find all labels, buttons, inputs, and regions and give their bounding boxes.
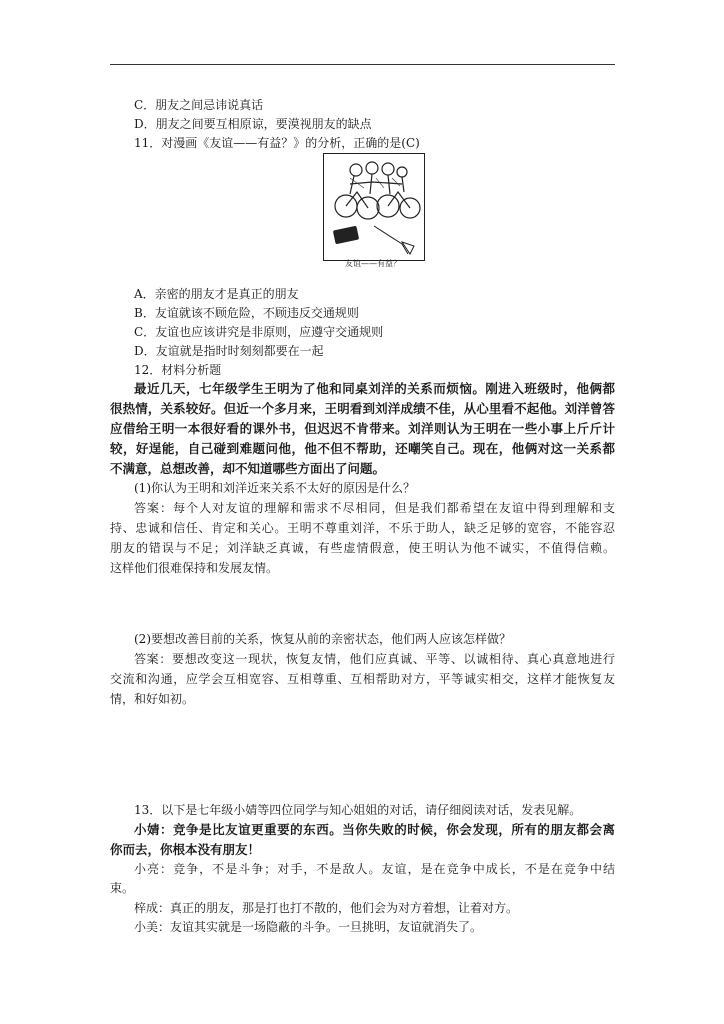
q12-sub2-answer: 答案：要想改变这一现状，恢复友情，他们应真诚、平等、以诚相待、真心真意地进行 (134, 652, 615, 666)
q12-stem: 12．材料分析题 (134, 363, 222, 377)
header-rule (110, 64, 615, 65)
q12-sub1-answer: 答案：每个人对友谊的理解和需求不尽相同，但是我们都希望在友谊中得到理解和支 (134, 501, 615, 515)
q12-sub1-question: (1)你认为王明和刘洋近来关系不太好的原因是什么？ (134, 481, 416, 495)
cartoon-caption: 友谊——有益？ (345, 259, 401, 268)
q13-xiaoliang: 小亮：竞争，不是斗争；对手，不是敌人。友谊，是在竞争中成长，不是在竞争中结 (134, 862, 615, 876)
q13-stem: 13．以下是七年级小婧等四位同学与知心姐姐的对话，请仔细阅读对话，发表见解。 (134, 803, 582, 817)
q13-zicheng: 梓成：真正的朋友，那是打也打不散的，他们会为对方着想，让着对方。 (134, 901, 519, 915)
q10-option-c: C．朋友之间忌讳说真话 (134, 98, 264, 112)
q11-option-d: D．友谊就是指时时刻刻都要在一起 (134, 344, 324, 358)
q10-option-d: D．朋友之间要互相原谅，要漠视朋友的缺点 (134, 117, 372, 131)
q12-material-line: 较，好逞能，自己碰到难题问他，他不但不帮助，还嘲笑自己。现在，他俩对这一关系都 (110, 441, 615, 456)
q12-sub1-answer: 持、忠诚和信任、肯定和关心。王明不尊重刘洋，不乐于助人，缺乏足够的宽容，不能容忍 (110, 521, 615, 535)
q13-xiaojing: 小婧：竞争是比友谊更重要的东西。当你失败的时候，你会发现，所有的朋友都会离 (134, 822, 615, 837)
q13-xiaomei: 小美：友谊其实就是一场隐蔽的斗争。一旦挑明，友谊就消失了。 (134, 920, 483, 934)
q12-sub2-answer: 情，和好如初。 (110, 692, 195, 706)
q12-material-line: 最近几天，七年级学生王明为了他和同桌刘洋的关系而烦恼。刚进入班级时，他俩都 (134, 381, 615, 396)
q11-option-a: A．亲密的朋友才是真正的朋友 (134, 287, 299, 301)
cyclists-illustration (324, 154, 424, 260)
q12-material-line: 不满意，总想改善，却不知道哪些方面出了问题。 (110, 461, 386, 476)
q11-option-b: B．友谊就该不顾危险，不顾违反交通规则 (134, 306, 359, 320)
q13-xiaojing: 你而去，你根本没有朋友！ (110, 842, 261, 857)
q11-option-c: C．友谊也应该讲究是非原则，应遵守交通规则 (134, 325, 384, 339)
q12-sub1-answer: 朋友的错误与不足；刘洋缺乏真诚，有些虚情假意，使王明认为他不诚实，不值得信赖。 (110, 541, 615, 555)
q12-sub2-answer: 交流和沟通，应学会互相宽容、互相尊重、互相帮助对方，平等诚实相交，这样才能恢复友 (110, 672, 615, 686)
q12-material-line: 应借给王明一本很好看的课外书，但迟迟不肯带来。刘洋则认为王明在一些小事上斤斤计 (110, 421, 615, 436)
q11-stem: 11．对漫画《友谊——有益？》的分析，正确的是(C) (134, 136, 420, 150)
q12-sub2-question: (2)要想改善目前的关系，恢复从前的亲密状态，他们两人应该怎样做？ (134, 632, 512, 646)
q13-xiaoliang: 束。 (110, 881, 135, 895)
friendship-cartoon (323, 153, 425, 261)
q12-material-line: 很热情，关系较好。但近一个多月来，王明看到刘洋成绩不佳，从心里看不起他。刘洋曾答 (110, 401, 615, 416)
q12-sub1-answer: 这样他们很难保持和发展友情。 (110, 561, 279, 575)
